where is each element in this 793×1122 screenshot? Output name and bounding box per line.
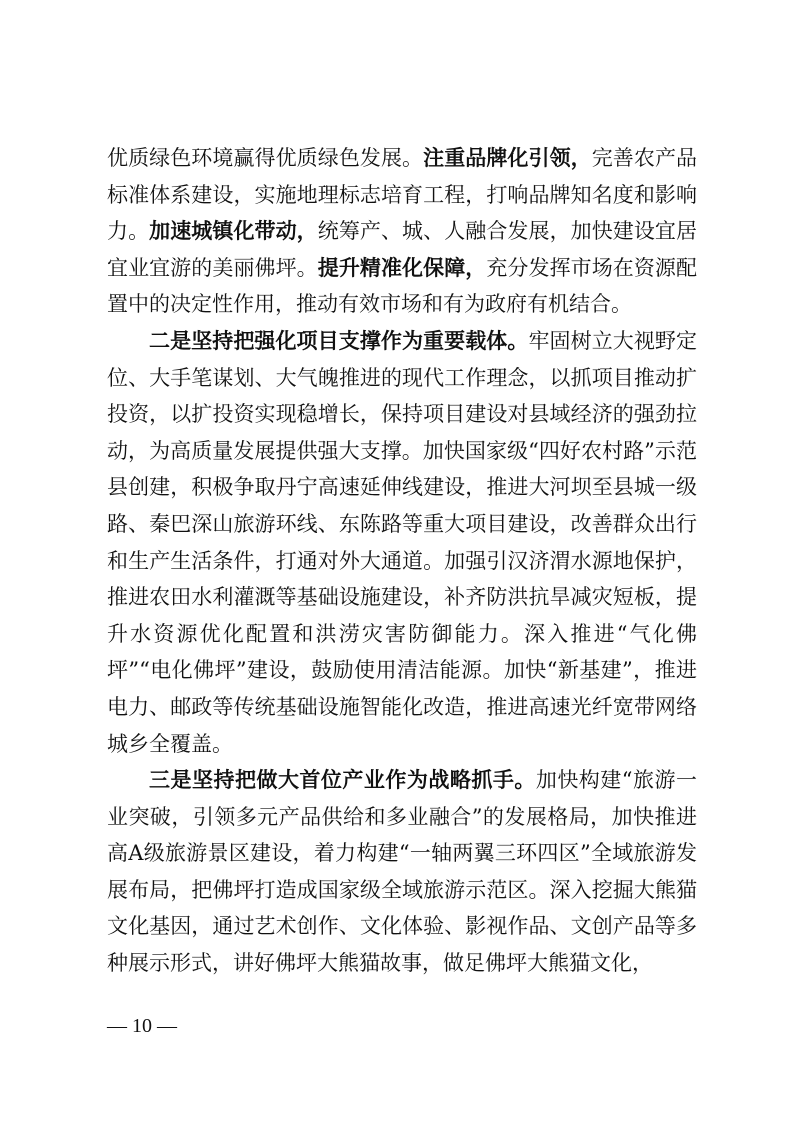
paragraph-2: [107, 323, 697, 762]
bold-heading-run: 注重品牌化引领，: [423, 145, 592, 170]
section-heading: 三是坚持把做大首位产业作为战略抓手。: [149, 767, 536, 793]
paragraph-1: [107, 140, 697, 323]
text-run: 牢固树立大视野定位、大手笔谋划、大气魄推进的现代工作理念，以抓项目推动扩投资，以扩投资实现稳增长，保持项目建设对县域经济的强劲拉动，为高质量发展提供强大支撑。加快国家级“四好农村路”示范县创建，积极争取丹宁高速延伸线建设，推进大河坝至县城一级路、秦巴深山旅游环线、东陈路等重大项目建设，改善群众出行和生产生活条件，打通对外大通道。加强引汉济渭水源地保护，推进农田水利灌溉等基础设施建设，补齐防洪抗旱减灾短板，提升水资源优化配置和洪涝灾害防御能力。深入推进“气化佛坪”“电化佛坪”建设，鼓励使用清洁能源。加快“新基建”，推进电力、邮政等传统基础设施智能化改造，推进高速光纤宽带网络城乡全覆盖。: [107, 328, 698, 756]
paragraph-3: [107, 762, 697, 982]
section-heading: 二是坚持把强化项目支撑作为重要载体。: [149, 327, 529, 353]
bold-heading-run: 提升精准化保障，: [317, 254, 487, 280]
text-run: 优质绿色环境赢得优质绿色发展。: [107, 146, 424, 170]
body-text: [107, 140, 697, 982]
text-run: 充分发挥市场在资源配置中的决定性作用，推动有效市场和有为政府有机结合。: [107, 255, 698, 317]
text-run: 加快构建“旅游一业突破，引领多元产品供给和多业融合”的发展格局，加快推进高A级旅游景区建设，着力构建“一轴两翼三环四区”全域旅游发展布局，把佛坪打造成国家级全域旅游示范区。深入挖掘大熊猫文化基因，通过艺术创作、文化体验、影视作品、文创产品等多种展示形式，讲好佛坪大熊猫故事，做足佛坪大熊猫文化，: [107, 768, 697, 976]
text-run: 完善农产品标准体系建设，实施地理标志培育工程，打响品牌知名度和影响力。: [107, 146, 698, 244]
bold-heading-run: 加速城镇化带动，: [149, 218, 318, 244]
page-number: — 10 —: [107, 1015, 177, 1037]
text-run: 统筹产、城、人融合发展，加快建设宜居宜业宜游的美丽佛坪。: [107, 219, 698, 280]
